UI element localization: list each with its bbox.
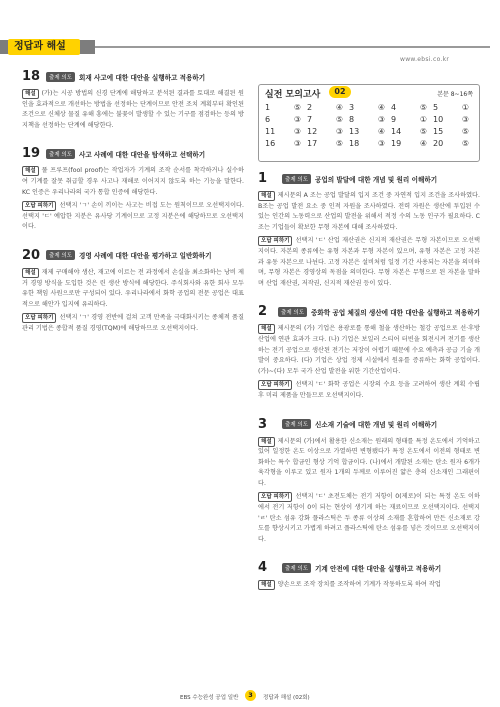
wrong-answer-label: 오답 피하기 xyxy=(22,313,56,323)
wrong-answer-note xyxy=(258,492,480,545)
wrong-answer-text: 선택지 'ㄷ' 산업 재산권은 신지적 재산권은 무형 자본이므로 오선택지이다. 자본의 종류에는 유형 자본과 무형 자본이 있으며, 유형 자본은 고정 자본과 유동 자본으로 나뉜다. 고정 자본은 설비처럼 일정 기간 사용되는 자본을 의미하며, 무형 자본은 경영상의 독점을 의미한다. 무형 자본은 무형으로 된 자본을 말하며 산업 재산권, 저작권, 신지적 재산권 등이 있다. xyxy=(258,237,480,287)
answer-key-box xyxy=(258,84,480,162)
question-title: 공업의 발달에 대한 개념 및 원리 이해하기 xyxy=(315,175,438,184)
answer-item xyxy=(391,127,433,136)
answer-number: 14 xyxy=(391,127,402,136)
answer-choice: ③ xyxy=(461,115,469,124)
answer-item xyxy=(265,103,307,112)
answer-choice: ③ xyxy=(293,139,301,148)
wrong-answer-note xyxy=(22,201,244,233)
wrong-answer-note xyxy=(258,380,480,401)
explanation-label: 해설 xyxy=(258,437,275,447)
explanation-text: 제시문의 A 조는 공업 발달의 입지 조건 중 자연적 입지 조건을 조사하였다. B조는 공업 발전 요소 중 인적 자원을 조사하였다. 전력 자원은 생산에 투입된 수 있는 인간의 노동력으로 산업의 발전을 위해서 적정 수의 노동 인구가 필요하다. C조는 기업들이 확보한 무형 자본에 대해 조사하였다. xyxy=(258,192,480,231)
explanation-text: 재제 구매해야 생산, 재고에 이르는 전 과정에서 손실을 최소화하는 낭비 제거 경영 방식을 도입한 것은 린 생산 방식에 해당한다. 주식회사와 유한 회사 모두 유한 책임 사원으로만 구성되어 있다. 우리나라에서 화학 공업의 전문 공업은 대표적으로 해안가 입지에 유리하다. xyxy=(22,268,244,308)
answer-choice: ⑤ xyxy=(293,103,301,112)
answer-item xyxy=(349,127,391,136)
question-19 xyxy=(22,147,244,233)
site-url: www.ebsi.co.kr xyxy=(400,56,450,63)
answer-choice: ④ xyxy=(335,103,343,112)
answer-item xyxy=(391,139,433,148)
explanation xyxy=(258,580,480,591)
explanation xyxy=(258,437,480,490)
answer-number: 1 xyxy=(265,103,271,112)
explanation-text: 양손으로 조작 장치를 조작하여 기계가 작동하도록 하여 작업 xyxy=(277,581,441,589)
answer-item xyxy=(265,127,307,136)
question-20 xyxy=(22,249,244,335)
answer-number: 16 xyxy=(265,139,276,148)
answer-item xyxy=(433,139,475,148)
answer-choice: ③ xyxy=(293,115,301,124)
answer-choice: ⑤ xyxy=(419,103,427,112)
answer-item xyxy=(307,139,349,148)
question-2 xyxy=(258,305,480,401)
answer-choice: ⑤ xyxy=(419,127,427,136)
answer-item xyxy=(265,139,307,148)
intent-tag: 출제 의도 xyxy=(282,174,311,184)
brand-label: 정답과 해설 xyxy=(8,39,80,55)
answer-number: 19 xyxy=(391,139,402,148)
wrong-answer-label: 오답 피하기 xyxy=(22,201,56,211)
answer-choice: ③ xyxy=(377,139,385,148)
page-header xyxy=(0,0,500,63)
answer-item xyxy=(307,103,349,112)
intent-tag: 출제 의도 xyxy=(282,419,311,429)
answer-number: 6 xyxy=(265,115,271,124)
answer-number: 18 xyxy=(349,139,360,148)
answer-number: 4 xyxy=(391,103,397,112)
answer-number: 2 xyxy=(307,103,313,112)
answer-number: 17 xyxy=(307,139,318,148)
question-3 xyxy=(258,418,480,546)
answer-item xyxy=(307,115,349,124)
answer-item xyxy=(391,103,433,112)
intent-tag: 출제 의도 xyxy=(278,307,307,317)
answer-choice: ⑤ xyxy=(461,127,469,136)
answer-item xyxy=(265,115,307,124)
explanation xyxy=(22,268,244,310)
answer-number: 8 xyxy=(349,115,355,124)
exam-number-badge xyxy=(329,86,351,98)
explanation-label: 해설 xyxy=(22,268,39,278)
answer-number: 5 xyxy=(433,103,439,112)
answer-number: 9 xyxy=(391,115,397,124)
question-title: 경영 사례에 대한 대안을 평가하고 일반화하기 xyxy=(79,252,212,261)
answer-number: 15 xyxy=(433,127,444,136)
answer-item xyxy=(433,103,475,112)
question-number: 4 xyxy=(258,560,268,576)
intent-tag: 출제 의도 xyxy=(282,563,311,573)
answer-choice: ④ xyxy=(419,139,427,148)
answer-item xyxy=(433,127,475,136)
explanation-text: 제시문의 (가) 기업은 용광로를 통해 철을 생산하는 철강 공업으로 선·후방 산업에 연관 효과가 크다. (나) 기업은 보일러 스티어 터빈을 회전시켜 전기를 생산하는 전기 공업으로 생산된 전기는 저장이 어렵기 때문에 수요 예측과 공급 기술 개발이 중요하다. (다) 기업은 상업 정제 시설에서 원유를 증류하는 화학 공업이다. (가)~(다) 모두 국가 산업 발전을 위한 기간산업이다. xyxy=(258,325,480,375)
explanation-label: 해설 xyxy=(258,324,275,334)
intent-tag: 출제 의도 xyxy=(46,149,75,159)
question-number: 3 xyxy=(258,416,268,432)
answer-choice: ⑤ xyxy=(335,139,343,148)
answer-number: 13 xyxy=(349,127,360,136)
explanation xyxy=(258,191,480,233)
answer-number: 10 xyxy=(433,115,444,124)
question-number: 20 xyxy=(22,247,41,263)
answer-choice: ④ xyxy=(377,103,385,112)
page-range: 본문 8~16쪽 xyxy=(437,91,473,98)
exam-number: 02 xyxy=(334,87,346,96)
answer-item xyxy=(391,115,433,124)
wrong-answer-text: 선택지 'ㄷ' 화학 공업은 시장의 수요 등을 고려하여 생산 계획 수립 후 미리 제품을 만들므로 오선택지이다. xyxy=(258,381,480,399)
answer-choice: ③ xyxy=(335,127,343,136)
answer-choice: ⑤ xyxy=(335,115,343,124)
explanation-text: (가)는 시공 방법의 신경 단계에 해당하고 분석된 결과를 토대로 해결된 원인을 효과적으로 개선하는 방법을 선정하는 단계이므로 안전 조치 계획부터 확인된 조건으로 신체상 물질 유해 흥에는 불꽃이 발생할 수 있는 기구를 점검하는 등의 방지책을 선정하는 단계에 해당한다. xyxy=(22,90,244,129)
question-title: 신소재 기술에 대한 개념 및 원리 이해하기 xyxy=(315,421,438,429)
explanation-label: 해설 xyxy=(22,89,39,99)
wrong-answer-note xyxy=(22,313,244,334)
answer-item xyxy=(349,103,391,112)
question-number: 19 xyxy=(22,146,41,162)
question-title: 중화학 공업 체질의 생산에 대한 대안을 실행하고 적용하기 xyxy=(311,308,480,317)
wrong-answer-label: 오답 피하기 xyxy=(258,380,292,390)
question-number: 1 xyxy=(258,171,268,186)
answer-number: 7 xyxy=(307,115,313,124)
explanation-text: 제시문의 (가)에서 활용한 신소재는 원래의 형태를 특정 온도에서 기억하고 있어 일정한 온도 이상으로 가열하면 변형됐다가 특정 온도에서 이전의 형태로 변화하는 특수 합금인 형상 기억 합금이다. (나)에서 개발된 소재는 탄소 원자 6개가 육각형을 이루고 있고 원자 1개의 두께로 이루어진 얇은 층의 신소재인 그래핀이다. xyxy=(258,437,480,487)
explanation xyxy=(22,166,244,198)
answer-number: 3 xyxy=(349,103,355,112)
wrong-answer-label: 오답 피하기 xyxy=(258,492,292,502)
answer-item xyxy=(349,115,391,124)
footer-section: 정답과 해설 (02회) xyxy=(263,695,310,701)
question-number: 2 xyxy=(258,304,268,320)
intent-tag: 출제 의도 xyxy=(46,250,75,260)
wrong-answer-note xyxy=(258,236,480,289)
wrong-answer-text: 선택지 'ㄱ' 경영 전반에 걸쳐 고객 만족을 극대화시키는 종체적 품질 관리 기법은 종합적 품질 경영(TQM)에 해당하므로 오선택지이다. xyxy=(22,314,244,332)
answer-number: 12 xyxy=(307,127,318,136)
answer-number: 20 xyxy=(433,139,444,148)
answer-choice: ① xyxy=(461,103,469,112)
intent-tag: 출제 의도 xyxy=(46,72,75,82)
answer-choice: ③ xyxy=(377,115,385,124)
answer-grid xyxy=(265,103,475,148)
answer-choice: ⑤ xyxy=(461,139,469,148)
header-rule xyxy=(95,46,490,48)
explanation xyxy=(258,324,480,377)
explanation-label: 해설 xyxy=(258,191,275,201)
question-4 xyxy=(258,561,480,591)
question-1 xyxy=(258,172,480,289)
question-title: 사고 사례에 대한 대안을 탐색하고 선택하기 xyxy=(79,150,206,159)
left-column xyxy=(22,70,244,351)
wrong-answer-text: 선택지 'ㄱ' 손이 끼이는 사고는 비접 도는 원칙이므로 오선택지이다. 선택지 'ㄷ' 예압한 지분은 유사당 기계이므로 고정 지분은에 해당하므로 오선택지이다. xyxy=(22,202,244,231)
answer-choice: ④ xyxy=(377,127,385,136)
answer-choice: ① xyxy=(419,115,427,124)
answer-item xyxy=(307,127,349,136)
question-title: 회재 사고에 대한 대안을 실행하고 적용하기 xyxy=(79,73,206,82)
page-number: 3 xyxy=(245,690,256,701)
explanation-label: 해설 xyxy=(22,166,39,176)
explanation xyxy=(22,89,244,131)
question-18 xyxy=(22,70,244,131)
answer-number: 11 xyxy=(265,127,276,136)
question-number: 18 xyxy=(22,69,41,84)
wrong-answer-text: 선택지 'ㄷ' 초전도체는 전기 저항이 0(제로)이 되는 특정 온도 이하에서 전기 저항이 0이 되는 현상이 생기게 하는 재료이므로 오선택지이다. 선택지 'ㄹ' 탄소 섬유 강화 플라스틱은 두 종류 이상의 소재를 혼합하여 만든 신소재로 강도를 향상시키고 가볍게 하려고 플라스틱에 탄소 섬유를 넣은 것이므로 오선택지이다. xyxy=(258,493,480,543)
answer-item xyxy=(433,115,475,124)
wrong-answer-label: 오답 피하기 xyxy=(258,236,292,246)
page-footer xyxy=(0,690,500,704)
right-column xyxy=(258,172,480,607)
explanation-label: 해설 xyxy=(258,580,275,590)
explanation-text: 풀 프루프(fool proof)는 작업자가 기계의 조작 순서를 착각하거나 실수하여 기계를 잘못 취급할 경우 사고나 재해로 이어지지 않도록 하는 기능을 말한다. KC 인증은 우리나라의 국가 통합 인증에 해당한다. xyxy=(22,167,244,196)
question-title: 기계 안전에 대한 대안을 실행하고 적용하기 xyxy=(315,564,442,573)
exam-title: 실전 모의고사 xyxy=(265,90,321,100)
answer-choice: ③ xyxy=(293,127,301,136)
answer-item xyxy=(349,139,391,148)
footer-book-title: EBS 수능완성 공업 일반 xyxy=(180,695,239,701)
